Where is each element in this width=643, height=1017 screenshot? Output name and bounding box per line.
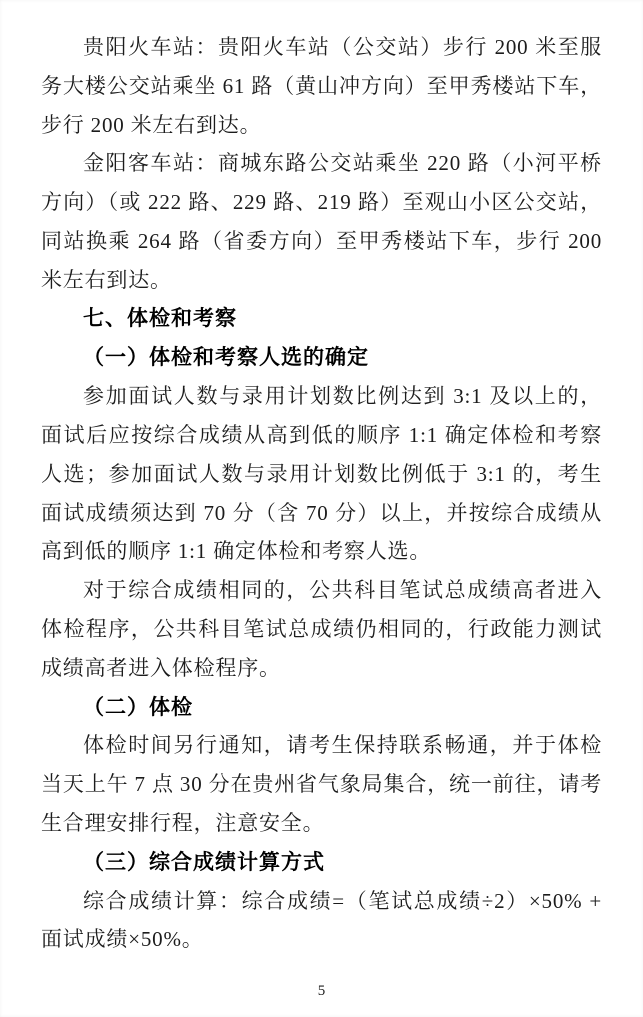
section-heading: （三）综合成绩计算方式: [83, 849, 325, 874]
section-heading: 七、体检和考察: [83, 306, 237, 330]
document-body: [41, 28, 602, 959]
paragraph: 对于综合成绩相同的，公共科目笔试总成绩高者进入体检程序，公共科目笔试总成绩仍相同的，行政能力测试成绩高者进入体检程序。: [41, 578, 602, 680]
paragraph: 参加面试人数与录用计划数比例达到 3:1 及以上的，面试后应按综合成绩从高到低的顺序 1:1 确定体检和考察人选；参加面试人数与录用计划数比例低于 3:1 的，考生面试成绩须达到 70 分（含 70 分）以上，并按综合成绩从高到低的顺序 1:1 确定体检和考察人选。: [41, 384, 602, 564]
section-heading: （二）体检: [83, 694, 193, 719]
paragraph: 金阳客车站：商城东路公交站乘坐 220 路（小河平桥方向）（或 222 路、229 路、219 路）至观山小区公交站，同站换乘 264 路（省委方向）至甲秀楼站下车，步行 200 米左右到达。: [41, 151, 602, 292]
section-heading: （一）体检和考察人选的确定: [83, 345, 369, 370]
page-number: 5: [317, 983, 326, 999]
paragraph: 体检时间另行通知，请考生保持联系畅通，并于体检当天上午 7 点 30 分在贵州省气象局集合，统一前往，请考生合理安排行程，注意安全。: [41, 733, 602, 835]
paragraph: 综合成绩计算：综合成绩=（笔试总成绩÷2）×50% + 面试成绩×50%。: [41, 888, 602, 952]
paragraph: 贵阳火车站：贵阳火车站（公交站）步行 200 米至服务大楼公交站乘坐 61 路（黄山冲方向）至甲秀楼站下车，步行 200 米左右到达。: [41, 35, 602, 137]
